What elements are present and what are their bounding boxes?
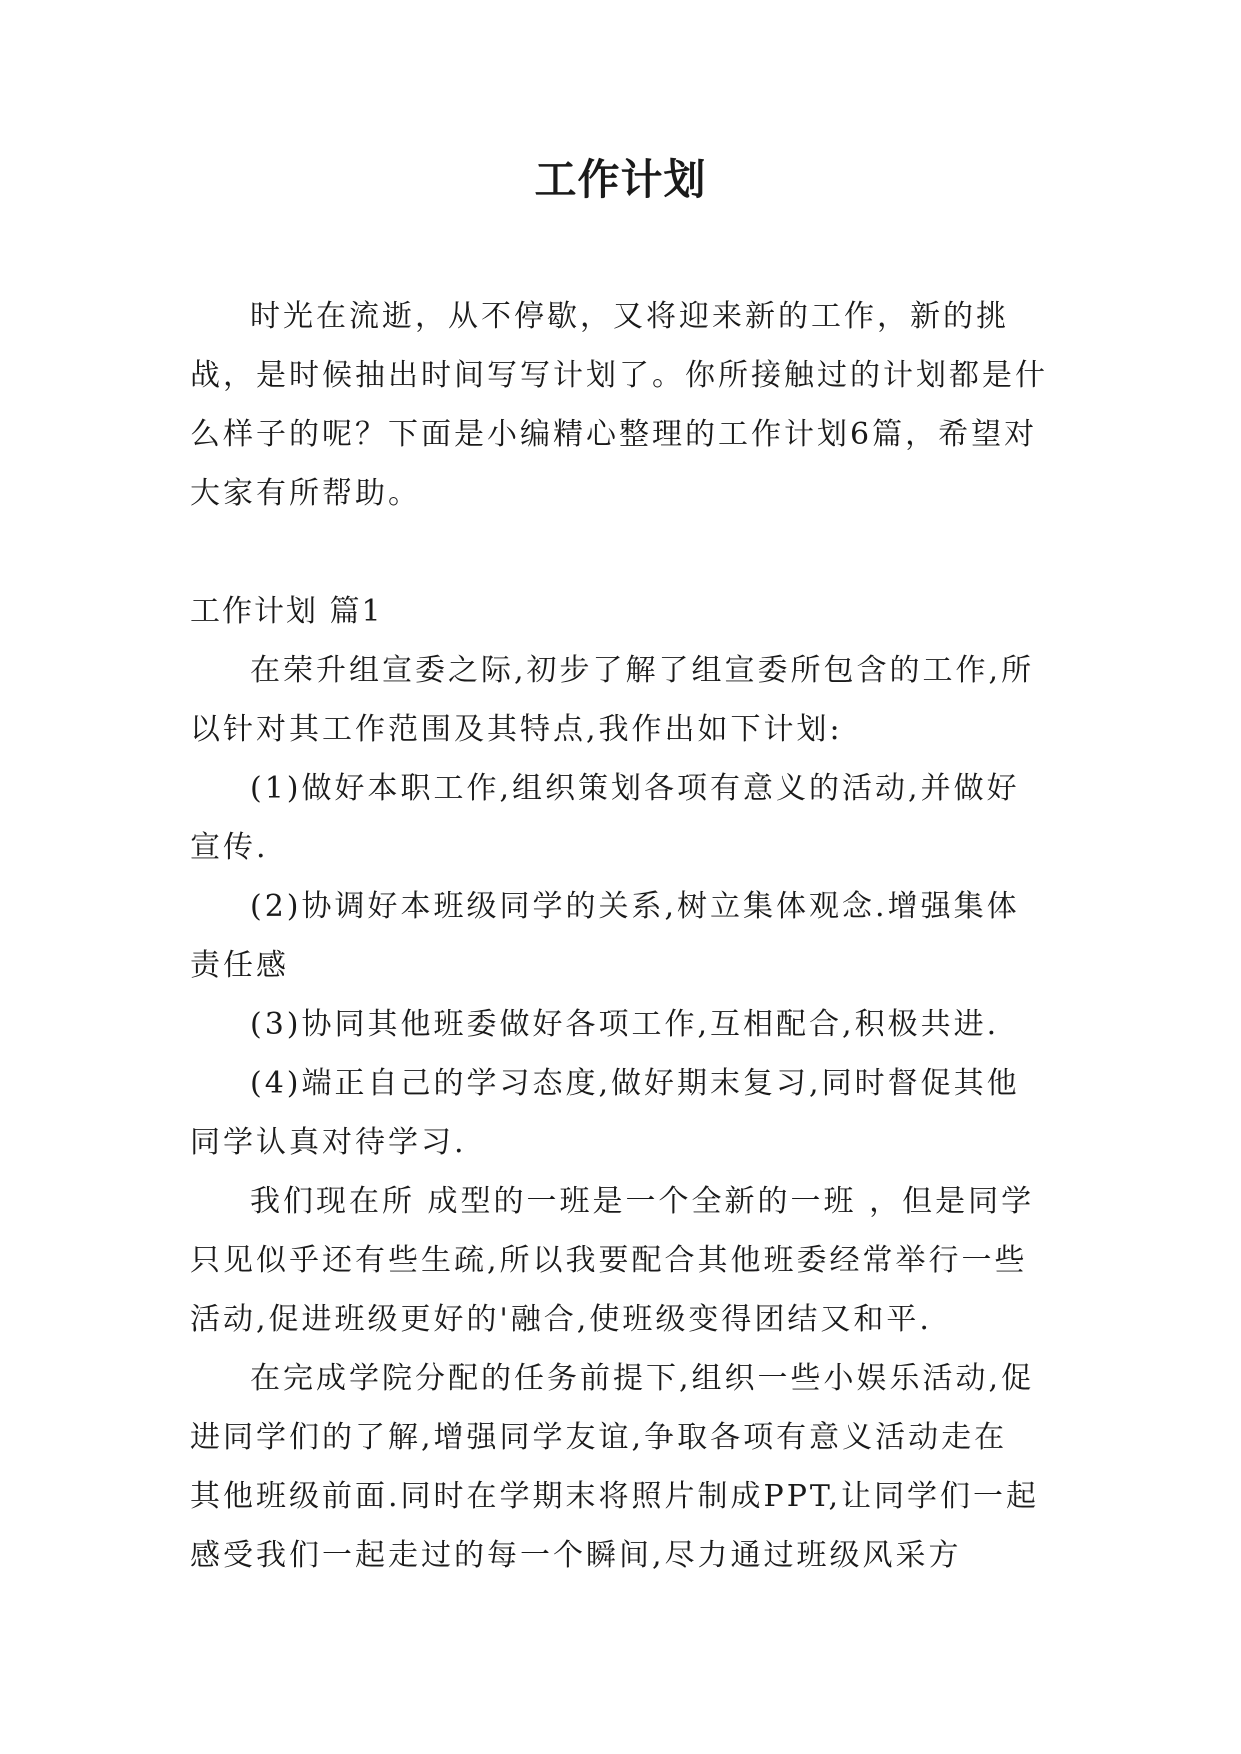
intro-paragraph: 时光在流逝，从不停歇，又将迎来新的工作，新的挑战，是时候抽出时间写写计划了。你所接触过的计划都是什么样子的呢？下面是小编精心整理的工作计划6篇，希望对大家有所帮助。 xyxy=(190,299,1048,511)
plan-item-1: (1)做好本职工作,组织策划各项有意义的活动,并做好宣传. xyxy=(190,771,1020,865)
plan-item-2: (2)协调好本班级同学的关系,树立集体观念.增强集体责任感 xyxy=(190,889,1020,983)
spacer xyxy=(190,523,1050,582)
plan-item-3: (3)协同其他班委做好各项工作,互相配合,积极共进. xyxy=(250,1007,1000,1042)
plan-item-4: (4)端正自己的学习态度,做好期末复习,同时督促其他同学认真对待学习. xyxy=(190,1066,1020,1160)
section-heading: 工作计划 篇1 xyxy=(190,594,383,629)
body-paragraph: 在荣升组宣委之际,初步了解了组宣委所包含的工作,所以针对其工作范围及其特点,我作出如下计划: xyxy=(190,653,1035,747)
body-paragraph: 我们现在所 成型的一班是一个全新的一班 ，但是同学只见似乎还有些生疏,所以我要配合其他班委经常举行一些活动,促进班级更好的'融合,使班级变得团结又和平. xyxy=(190,1184,1035,1337)
document-title: 工作计划 xyxy=(534,155,707,204)
document-body xyxy=(190,287,1050,1585)
body-paragraph: 在完成学院分配的任务前提下,组织一些小娱乐活动,促进同学们的了解,增强同学友谊,争取各项有意义活动走在 其他班级前面.同时在学期末将照片制成PPT,让同学们一起感受我们一起走过的每一个瞬间,尽力通过班级风采方 xyxy=(190,1361,1040,1573)
